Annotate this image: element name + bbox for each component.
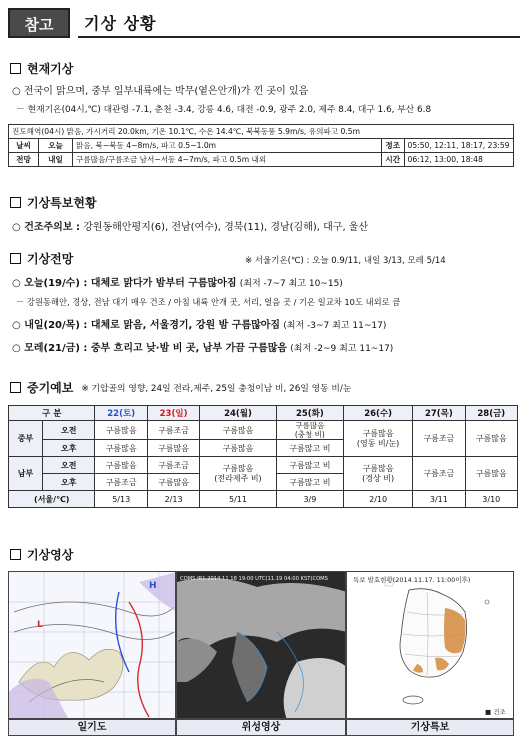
forecast-cell: 구름많음: [200, 421, 276, 440]
section-square-icon: [10, 63, 21, 74]
outlook-tomorrow-text: ○ 내일(20/목) : 대체로 맑음, 서울경기, 강원 밤 구름많아짐: [12, 320, 281, 331]
midterm-note: ※ 기압골의 영향, 24일 전라,제주, 25일 충청이남 비, 26일 영동 비/눈: [81, 384, 352, 394]
forecast-cell: 구름많음 (전라제주 비): [200, 457, 276, 491]
satellite-graphic: [177, 572, 346, 719]
caption-weather-chart: 일기도: [8, 719, 176, 736]
section-heading: 기상전망: [27, 252, 74, 266]
forecast-cell: 구름많음 (경상 비): [344, 457, 413, 491]
tomorrow-marine: 구름많음/구름조금 남서~서동 4~7m/s, 파고 0.5m 내외: [73, 153, 382, 167]
dry-advisory-regions: 강원동해안평지(6), 전남(여수), 경북(11), 경남(김해), 대구, 울산: [83, 222, 369, 233]
outlook-today-temp: (최저 -7~7 최고 10~15): [239, 279, 343, 289]
forecast-cell: 구름많음: [147, 440, 199, 457]
section-outlook: [10, 250, 73, 267]
section-heading: 중기예보: [27, 381, 74, 395]
forecast-label: 전망: [9, 153, 39, 167]
region-south: 남부: [9, 457, 43, 491]
day-header: 23(일): [147, 406, 199, 421]
seoul-label: (서울/℃): [9, 491, 95, 508]
seoul-temp: 2/13: [147, 491, 199, 508]
satellite-header-text: COMS IR1 2014.11.18 19:00 UTC(11.19 04:00 KST)COMS: [180, 576, 328, 582]
forecast-cell: 구름조금: [95, 474, 147, 491]
outlook-today: [12, 274, 343, 289]
outlook-tomorrow-temp: (최저 -3~7 최고 11~17): [283, 321, 387, 331]
tide-cell: [382, 139, 514, 167]
today-marine: 맑음, 북~북동 4~8m/s, 파고 0.5~1.0m: [73, 139, 382, 153]
caption-satellite: 위성영상: [176, 719, 346, 736]
tide-label: 정조: [382, 139, 404, 153]
section-heading: 기상특보현황: [27, 196, 97, 210]
forecast-cell: 구름많음: [465, 421, 517, 457]
forecast-cell: 구름조금: [147, 457, 199, 474]
warning-header-text: 특보 발효현황(2014.11.17. 11:00이후): [353, 576, 471, 584]
day-header: 26(수): [344, 406, 413, 421]
warning-map-image: [346, 571, 514, 719]
outlook-today-text: ○ 오늘(19/수) : 대체로 맑다가 밤부터 구름많아짐: [12, 278, 237, 289]
forecast-cell: 구름조금: [413, 457, 465, 491]
jindo-sea-row: 진도해역(04시) 맑음, 가시거리 20.0km, 기온 10.1℃, 수온 14.4℃, 북북동풍 5.9m/s, 유의파고 0.5m: [9, 125, 514, 139]
day-header: 27(목): [413, 406, 465, 421]
forecast-cell: 구름많고 비: [276, 474, 343, 491]
seoul-temp: 3/10: [465, 491, 517, 508]
section-heading: 현재기상: [27, 62, 74, 76]
section-heading: 기상영상: [27, 548, 74, 562]
forecast-cell: 구름많음: [95, 421, 147, 440]
section-weather-imagery: [10, 546, 73, 563]
tide-values: 05:50, 12:11, 18:17, 23:59: [404, 139, 513, 153]
page-header: [8, 8, 520, 38]
header-underline: [78, 36, 520, 38]
pm-label: 오후: [43, 440, 95, 457]
forecast-cell: 구름많음: [95, 457, 147, 474]
forecast-cell: 구름많음: [465, 457, 517, 491]
section-square-icon: [10, 549, 21, 560]
time-label: 시간: [382, 153, 404, 167]
forecast-cell: 구름많음: [95, 440, 147, 457]
region-central: 중부: [9, 421, 43, 457]
outlook-dayafter-text: ○ 모레(21/금) : 중부 흐리고 낮·밤 비 곳, 남부 가끔 구름많음: [12, 343, 288, 354]
weather-chart-image: [8, 571, 176, 719]
seoul-temp: 2/10: [344, 491, 413, 508]
forecast-cell: 구름조금: [413, 421, 465, 457]
forecast-cell: 구름많고 비: [276, 457, 343, 474]
forecast-cell: 구름많음 (충청 비): [276, 421, 343, 440]
caption-warning-map: 기상특보: [346, 719, 514, 736]
forecast-cell: 구름많음: [147, 474, 199, 491]
seoul-temp: 3/11: [413, 491, 465, 508]
outlook-dayafter-temp: (최저 -2~9 최고 11~17): [290, 344, 394, 354]
time-values: 06:12, 13:00, 18:48: [407, 155, 483, 164]
forecast-cell: 구름많음 (영동 비/눈): [344, 421, 413, 457]
weather-label: 날씨: [9, 139, 39, 153]
am-label: 오전: [43, 457, 95, 474]
section-square-icon: [10, 197, 21, 208]
svg-text:H: H: [149, 581, 157, 591]
seoul-temperature-note: ※ 서울기온(℃) : 오늘 0.9/11, 내일 3/13, 모레 5/14: [245, 256, 446, 266]
seoul-temp: 5/13: [95, 491, 147, 508]
midterm-table: [8, 405, 518, 508]
forecast-cell: 구름많고 비: [276, 440, 343, 457]
outlook-tomorrow: [12, 316, 386, 331]
legend-dry-text: ■ 건조: [485, 708, 506, 716]
dry-advisory-label: ○ 건조주의보 :: [12, 222, 80, 233]
day-header: 25(화): [276, 406, 343, 421]
weather-chart-graphic: [9, 572, 176, 719]
current-summary: ○ 전국이 맑으며, 중부 일부내륙에는 박무(옅은안개)가 낀 곳이 있음: [12, 86, 309, 97]
svg-text:L: L: [37, 620, 43, 630]
day-header: 28(금): [465, 406, 517, 421]
forecast-cell: 구름조금: [147, 421, 199, 440]
tomorrow-label: 내일: [39, 153, 73, 167]
section-special-warnings: [10, 194, 97, 211]
forecast-cell: 구름많음: [200, 440, 276, 457]
am-label: 오전: [43, 421, 95, 440]
section-current-weather: [10, 60, 73, 77]
seoul-temp: 5/11: [200, 491, 276, 508]
page-title: 기상 상황: [84, 14, 157, 33]
warning-map-graphic: [347, 572, 514, 719]
tide-table: [382, 139, 513, 166]
pm-label: 오후: [43, 474, 95, 491]
col-head: 구 분: [9, 406, 95, 421]
reference-tag: 참고: [8, 8, 70, 38]
marine-table: [8, 124, 514, 167]
section-square-icon: [10, 253, 21, 264]
today-label: 오늘: [39, 139, 73, 153]
current-temperatures: － 현재기온(04시,℃) 대관령 -7.1, 춘천 -3.4, 강릉 4.6, 대전 -0.9, 광주 2.0, 제주 8.4, 대구 1.6, 부산 6.8: [16, 105, 432, 115]
satellite-image: [176, 571, 346, 719]
outlook-dayafter: [12, 339, 393, 354]
day-header: 22(토): [95, 406, 147, 421]
outlook-today-detail: － 강원동해안, 경상, 전남 대기 매우 건조 / 아침 내륙 안개 곳, 서리, 얼음 곳 / 기온 일교차 10도 내외로 큼: [16, 297, 401, 307]
seoul-temp: 3/9: [276, 491, 343, 508]
dry-advisory: [12, 218, 368, 233]
section-midterm: [10, 379, 351, 396]
day-header: 24(월): [200, 406, 276, 421]
section-square-icon: [10, 382, 21, 393]
